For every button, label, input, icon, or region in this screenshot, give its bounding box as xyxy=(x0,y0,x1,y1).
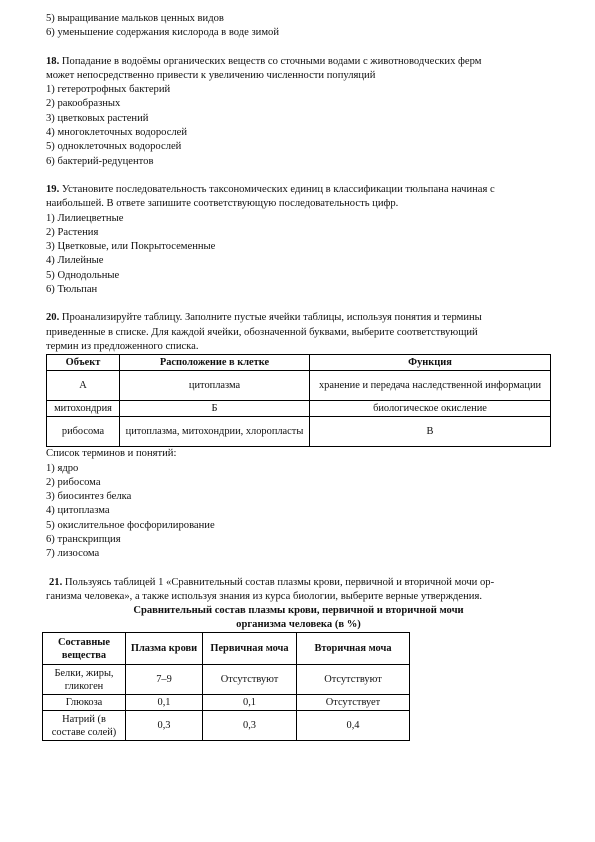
answer-option: 5) одноклеточных водорослей xyxy=(46,141,182,153)
list-item: 7) лизосома xyxy=(46,548,100,560)
table-row xyxy=(47,371,551,401)
answer-option: 2) ракообразных xyxy=(46,98,121,110)
column-header: Расположение в клетке xyxy=(120,355,310,371)
list-item: 5) выращивание мальков ценных видов xyxy=(46,13,224,24)
table-row xyxy=(47,401,551,417)
question-18 xyxy=(46,55,551,169)
table-cell: В xyxy=(310,417,551,447)
question-text: ганизма человека», а также используя знания из курса биологии, выберите верные утверждения. xyxy=(46,590,482,602)
table-cell: Белки, жиры, гликоген xyxy=(43,665,126,695)
table-cell: А xyxy=(47,371,120,401)
list-item: 1) ядро xyxy=(46,462,79,474)
table-cell: митохондрия xyxy=(47,401,120,417)
table-row xyxy=(43,711,410,741)
table-cell: цитоплазма xyxy=(120,371,310,401)
table-cell: Отсутствует xyxy=(297,695,410,711)
answer-option: 5) Однодольные xyxy=(46,269,120,281)
blood-urine-composition-table xyxy=(42,632,410,741)
answer-option: 4) Лилейные xyxy=(46,255,104,267)
table-cell: Б xyxy=(120,401,310,417)
column-header: Плазма крови xyxy=(126,633,203,665)
list-item: 5) окислительное фосфорилирование xyxy=(46,519,215,531)
question-number: 19. xyxy=(46,183,60,195)
table-cell: 0,1 xyxy=(126,695,203,711)
question-text: термин из предложенного списка. xyxy=(46,340,199,352)
question-text: наибольшей. В ответе запишите соответствующую последовательность цифр. xyxy=(46,198,399,210)
answer-option: 4) многоклеточных водорослей xyxy=(46,127,188,139)
table-cell: 0,1 xyxy=(203,695,297,711)
answer-option: 6) бактерий-редуцентов xyxy=(46,155,154,167)
table-cell: биологическое окисление xyxy=(310,401,551,417)
question-text: Проанализируйте таблицу. Заполните пустые ячейки таблицы, используя понятия и термины xyxy=(59,312,482,324)
list-item: 4) цитоплазма xyxy=(46,505,110,517)
column-header: Составные вещества xyxy=(43,633,126,665)
list-item: 6) транскрипция xyxy=(46,534,121,546)
document-page xyxy=(46,12,551,741)
table-row xyxy=(43,695,410,711)
table-cell: Отсутствуют xyxy=(297,665,410,695)
question-text: может непосредственно привести к увеличению численности популяций xyxy=(46,69,376,81)
table-cell: хранение и передача наследственной информации xyxy=(310,371,551,401)
column-header: Вторичная моча xyxy=(297,633,410,665)
table-row xyxy=(47,417,551,447)
list-item: 6) уменьшение содержания кислорода в воде зимой xyxy=(46,27,280,39)
question-number: 21. xyxy=(49,576,63,588)
question-21 xyxy=(46,576,551,742)
table-cell: Отсутствуют xyxy=(203,665,297,695)
table-cell: рибосома xyxy=(47,417,120,447)
column-header: Объект xyxy=(47,355,120,371)
table-header-row xyxy=(47,355,551,371)
table-row xyxy=(43,665,410,695)
question-number: 20. xyxy=(46,312,60,324)
table-cell: 0,3 xyxy=(203,711,297,741)
table-caption: организма человека (в %) xyxy=(236,619,361,631)
question-text: Пользуясь таблицей 1 «Сравнительный состав плазмы крови, первичной и вторичной мочи ор- xyxy=(62,576,495,588)
list-title: Список терминов и понятий: xyxy=(46,448,177,460)
table-cell: цитоплазма, митохондрии, хлоропласты xyxy=(120,417,310,447)
table-caption: Сравнительный состав плазмы крови, первичной и вторичной мочи xyxy=(133,605,464,617)
cell-structures-table xyxy=(46,354,551,447)
question-text: Установите последовательность таксономических единиц в классификации тюльпана начиная с xyxy=(59,183,495,195)
q17-tail xyxy=(46,12,551,41)
question-19 xyxy=(46,183,551,297)
question-text: Попадание в водоёмы органических веществ со сточными водами с животноводческих ферм xyxy=(59,55,482,67)
answer-option: 2) Растения xyxy=(46,226,99,238)
question-text: приведенные в списке. Для каждой ячейки, обозначенной буквами, выберите соответствующий xyxy=(46,326,478,338)
table-cell: 0,3 xyxy=(126,711,203,741)
list-item: 3) биосинтез белка xyxy=(46,491,132,503)
table-cell: Глюкоза xyxy=(43,695,126,711)
column-header: Первичная моча xyxy=(203,633,297,665)
table-cell: 0,4 xyxy=(297,711,410,741)
answer-option: 3) цветковых растений xyxy=(46,112,149,124)
answer-option: 3) Цветковые, или Покрытосеменные xyxy=(46,241,216,253)
answer-option: 6) Тюльпан xyxy=(46,284,98,296)
list-item: 2) рибосома xyxy=(46,476,101,488)
question-20 xyxy=(46,311,551,561)
answer-option: 1) гетеротрофных бактерий xyxy=(46,84,171,96)
table-cell: 7–9 xyxy=(126,665,203,695)
table-cell: Натрий (в составе солей) xyxy=(43,711,126,741)
question-number: 18. xyxy=(46,55,60,67)
table-header-row xyxy=(43,633,410,665)
answer-option: 1) Лилиецветные xyxy=(46,212,124,224)
column-header: Функция xyxy=(310,355,551,371)
